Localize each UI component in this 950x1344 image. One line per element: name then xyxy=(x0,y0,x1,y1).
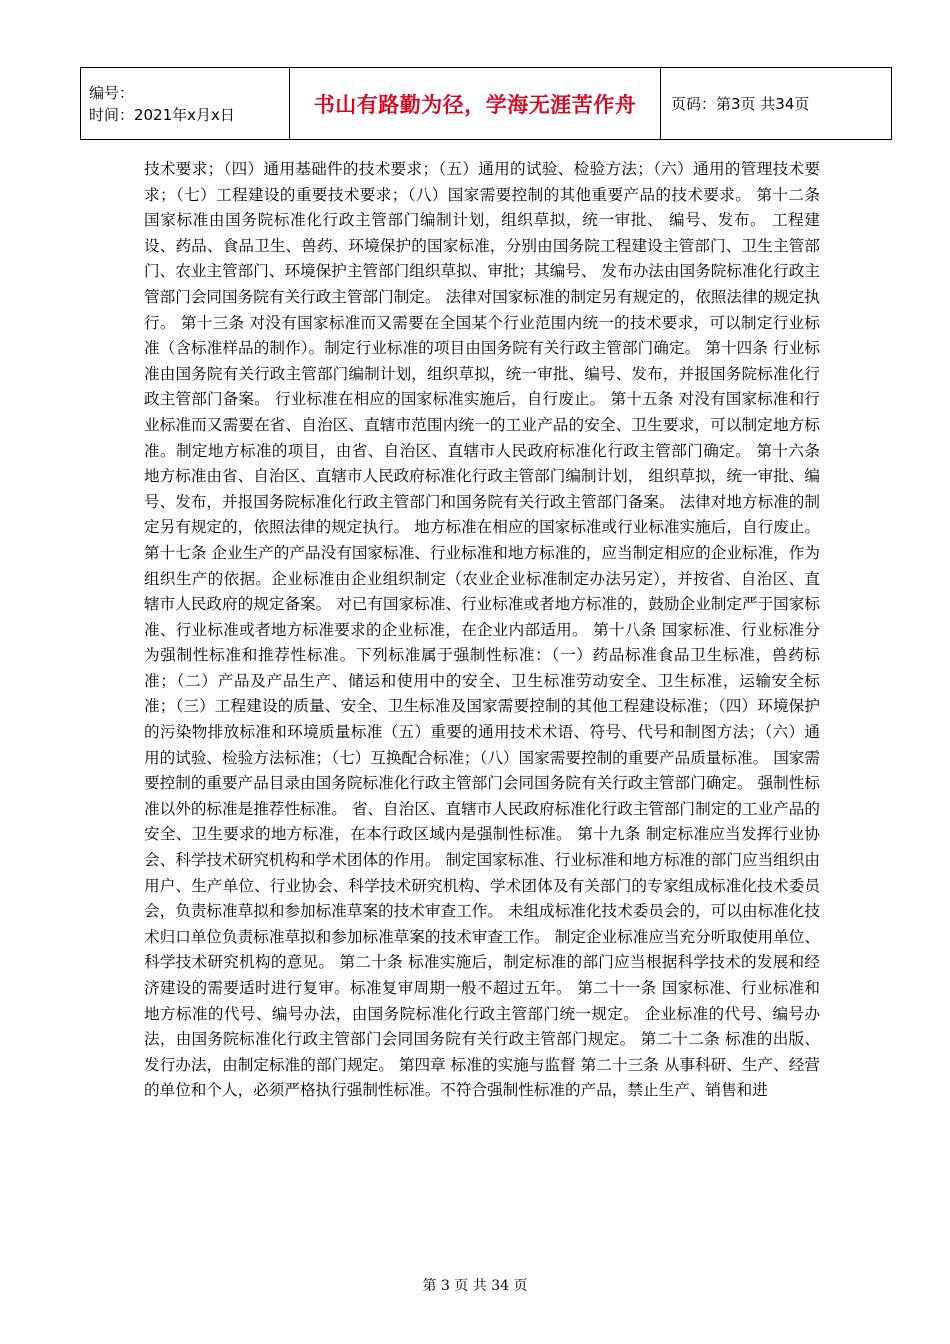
page-info: 页码：第3页 共34页 xyxy=(671,95,810,113)
page-footer: 第 3 页 共 34 页 xyxy=(422,1278,528,1294)
header-page-cell xyxy=(661,68,892,140)
header-table xyxy=(80,67,892,140)
document-number-label: 编号： xyxy=(89,83,135,102)
body-paragraph: 技术要求；（四）通用基础件的技术要求；（五）通用的试验、检验方法；（六）通用的管理技术要求；（七）工程建设的重要技术要求；（八）国家需要控制的其他重要产品的技术要求。 第十二条 国家标准由国务院标准化行政主管部门编制计划，组织草拟，统一审批、 编号、发布。 工程建设、药品、食品卫生、兽药、环境保护的国家标准，分别由国务院工程建设主管部门、卫生主管部门、农业主管部门、环境保护主管部门组织草拟、审批；其编号、 发布办法由国务院标准化行政主管部门会同国务院有关行政主管部门制定。 法律对国家标准的制定另有规定的，依照法律的规定执行。 第十三条 对没有国家标准而又需要在全国某个行业范围内统一的技术要求，可以制定行业标准（含标准样品的制作）。制定行业标准的项目由国务院有关行政主管部门确定。 第十四条 行业标准由国务院有关行政主管部门编制计划，组织草拟，统一审批、编号、发布，并报国务院标准化行政主管部门备案。 行业标准在相应的国家标准实施后，自行废止。 第十五条 对没有国家标准和行业标准而又需要在省、自治区、直辖市范围内统一的工业产品的安全、卫生要求，可以制定地方标准。制定地方标准的项目，由省、自治区、直辖市人民政府标准化行政主管部门确定。 第十六条 地方标准由省、自治区、直辖市人民政府标准化行政主管部门编制计划， 组织草拟，统一审批、编号、发布，并报国务院标准化行政主管部门和国务院有关行政主管部门备案。 法律对地方标准的制定另有规定的，依照法律的规定执行。 地方标准在相应的国家标准或行业标准实施后，自行废止。 第十七条 企业生产的产品没有国家标准、行业标准和地方标准的，应当制定相应的企业标准，作为组织生产的依据。企业标准由企业组织制定（农业企业标准制定办法另定），并按省、自治区、直辖市人民政府的规定备案。 对已有国家标准、行业标准或者地方标准的，鼓励企业制定严于国家标准、行业标准或者地方标准要求的企业标准，在企业内部适用。 第十八条 国家标准、行业标准分为强制性标准和推荐性标准。下列标准属于强制性标准：（一）药品标准食品卫生标准，兽药标准；（二）产品及产品生产、储运和使用中的安全、卫生标准劳动安全、卫生标准，运输安全标准；（三）工程建设的质量、安全、卫生标准及国家需要控制的其他工程建设标准；（四）环境保护的污染物排放标准和环境质量标准（五）重要的通用技术术语、符号、代号和制图方法；（六）通用的试验、检验方法标准；（七）互换配合标准；（八）国家需要控制的重要产品质量标准。 国家需要控制的重要产品目录由国务院标准化行政主管部门会同国务院有关行政主管部门确定。 强制性标准以外的标准是推荐性标准。 省、自治区、直辖市人民政府标准化行政主管部门制定的工业产品的安全、卫生要求的地方标准，在本行政区域内是强制性标准。 第十九条 制定标准应当发挥行业协会、科学技术研究机构和学术团体的作用。 制定国家标准、行业标准和地方标准的部门应当组织由用户、生产单位、行业协会、科学技术研究机构、学术团体及有关部门的专家组成标准化技术委员会，负责标准草拟和参加标准草案的技术审查工作。 未组成标准化技术委员会的，可以由标准化技术归口单位负责标准草拟和参加标准草案的技术审查工作。 制定企业标准应当充分听取使用单位、科学技术研究机构的意见。 第二十条 标准实施后，制定标准的部门应当根据科学技术的发展和经济建设的需要适时进行复审。标准复审周期一般不超过五年。 第二十一条 国家标准、行业标准和地方标准的代号、编号办法，由国务院标准化行政主管部门统一规定。 企业标准的代号、编号办法，由国务院标准化行政主管部门会同国务院有关行政主管部门规定。 第二十二条 标准的出版、发行办法，由制定标准的部门规定。 第四章 标准的实施与监督 第二十三条 从事科研、生产、经营的单位和个人，必须严格执行强制性标准。不符合强制性标准的产品，禁止生产、销售和进 xyxy=(144,160,820,1100)
header-meta-cell xyxy=(81,68,290,140)
header-motto-cell xyxy=(290,68,661,140)
document-date: 时间：2021年x月x日 xyxy=(89,105,235,124)
motto: 书山有路勤为径，学海无涯苦作舟 xyxy=(313,92,637,117)
